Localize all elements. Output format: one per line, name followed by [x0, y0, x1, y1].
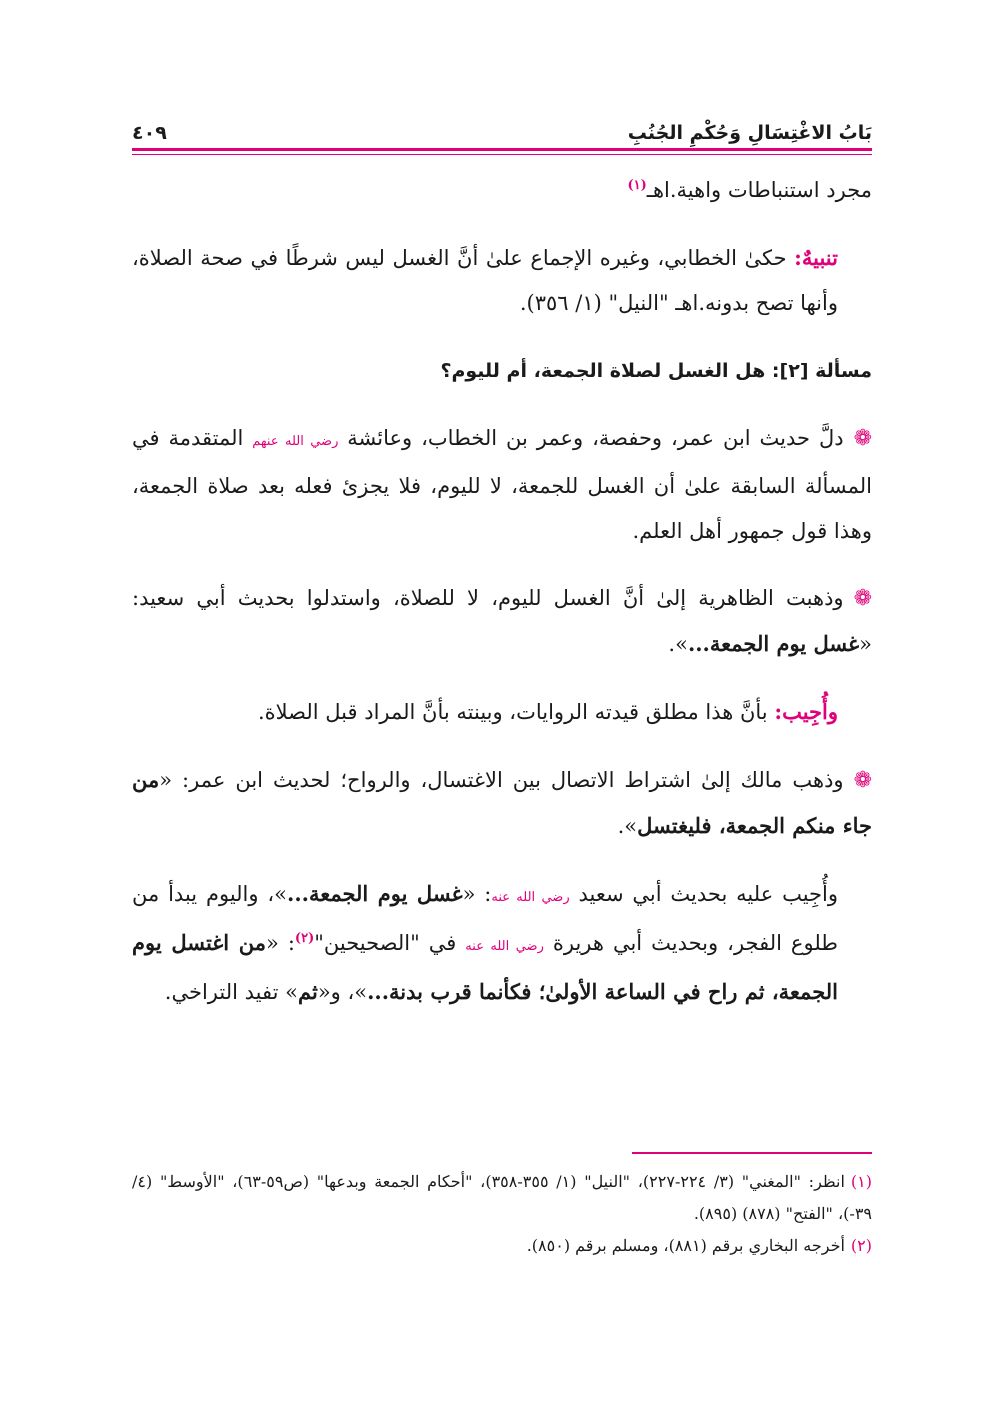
honorific-glyph: رضي الله عنهم — [252, 434, 339, 449]
header-rule-thin — [132, 154, 872, 155]
page-number: ٤٠٩ — [132, 122, 167, 144]
footnote-number: (١) — [850, 1172, 873, 1191]
footnote-ref-2[interactable]: (٢) — [294, 931, 315, 946]
honorific-glyph: رضي الله عنه — [465, 939, 544, 954]
honorific-glyph: رضي الله عنه — [491, 890, 570, 905]
paragraph-6: ❁وذهب مالك إلىٰ اشتراط الاتصال بين الاغتسال، والرواح؛ لحديث ابن عمر: «من جاء منكم الجمعة، فليغتسل». — [132, 767, 872, 838]
paragraph-4: ❁وذهبت الظاهرية إلىٰ أنَّ الغسل لليوم، لا للصلاة، واستدلوا بحديث أبي سعيد: «غسل يوم الجمعة...». — [132, 586, 872, 656]
footnote-2 — [132, 1230, 872, 1262]
paragraph-3: ❁دلَّ حديث ابن عمر، وحفصة، وعمر بن الخطاب، وعائشة رضي الله عنهم المتقدمة في المسألة السابقة علىٰ أن الغسل للجمعة، لا لليوم، فلا يجزئ فعله بعد صلاة الجمعة، وهذا قول جمهور أهل العلم. — [132, 426, 872, 543]
paragraph-note: تنبيهٌ: حكىٰ الخطابي، وغيره الإجماع علىٰ أنَّ الغسل ليس شرطًا في صحة الصلاة، وأنها تصح بدونه.اهـ "النيل" (١/ ٣٥٦). — [132, 245, 838, 315]
flower-ornament-icon: ❁ — [853, 768, 872, 793]
flower-ornament-icon: ❁ — [853, 586, 872, 611]
main-text — [132, 168, 872, 1015]
chapter-title: بَابُ الاغْتِسَالِ وَحُكْمِ الجُنُبِ — [627, 122, 872, 144]
footnotes — [132, 1166, 872, 1262]
page-header — [132, 108, 872, 144]
paragraph-7: وأُجِيب عليه بحديث أبي سعيد رضي الله عنه: «غسل يوم الجمعة...»، واليوم يبدأ من طلوع الفجر، وبحديث أبي هريرة رضي الله عنه في "الصحيحين"$^{(٢)}$: «من اغتسل يوم الجمعة، ثم راح في الساعة الأولىٰ؛ فكأنما قرب بدنة...»، و«ثم» تفيد التراخي. — [132, 881, 838, 1004]
paragraph-5: وأُجِيب: بأنَّ هذا مطلق قيدته الروايات، وبينته بأنَّ المراد قبل الصلاة. — [257, 699, 838, 724]
note-label: تنبيهٌ: — [794, 245, 838, 270]
footnote-text: انظر: "المغني" (٣/ ٢٢٤-٢٢٧)، "النيل" (١/ ٣٥٥-٣٥٨)، "أحكام الجمعة وبدعها" (ص٥٩-٦٣)، "الأوسط" (٤/ ٣٩-)، "الفتح" (٨٧٨) (٨٩٥). — [132, 1172, 872, 1223]
footnote-text: أخرجه البخاري برقم (٨٨١)، ومسلم برقم (٨٥٠). — [526, 1236, 845, 1255]
flower-ornament-icon: ❁ — [853, 426, 872, 451]
paragraph-1: مجرد استنباطات واهية.اهـ$^{(١)}$ — [627, 178, 872, 202]
header-rule-thick — [132, 148, 872, 151]
footnote-separator — [632, 1152, 872, 1154]
footnote-ref-1[interactable]: (١) — [627, 178, 647, 193]
footnote-1 — [132, 1166, 872, 1230]
answer-label: وأُجِيب: — [774, 699, 838, 724]
issue-heading: مسألة [٢]: هل الغسل لصلاة الجمعة، أم لليوم؟ — [440, 360, 872, 382]
footnote-number: (٢) — [850, 1236, 872, 1255]
